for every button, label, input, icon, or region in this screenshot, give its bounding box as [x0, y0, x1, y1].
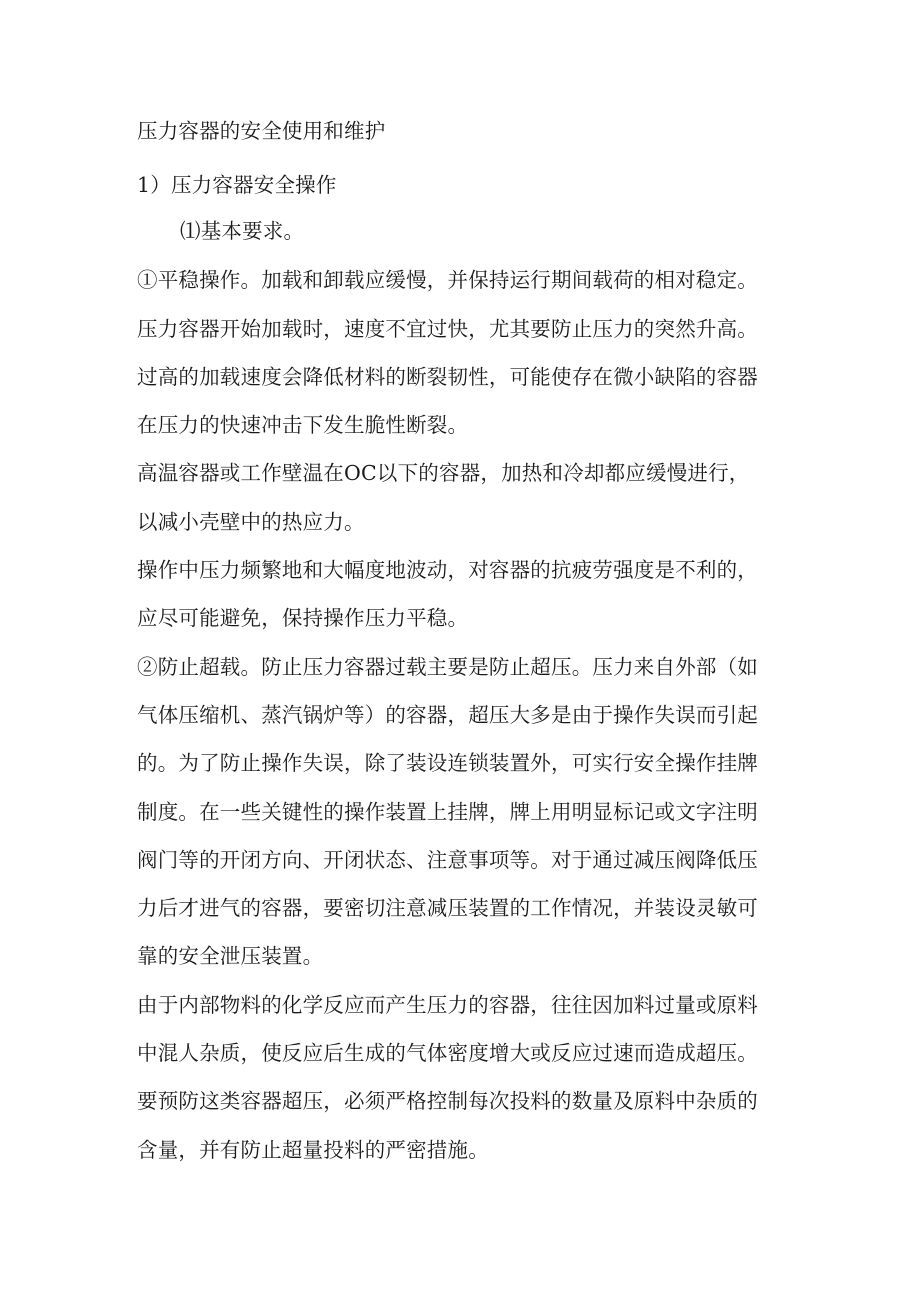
paragraph-line: 的。为了防止操作失误，除了装设连锁装置外，可实行安全操作挂牌 [137, 751, 758, 775]
paragraph-line: 阀门等的开闭方向、开闭状态、注意事项等。对于通过减压阀降低压 [137, 848, 758, 872]
paragraph-line: 含量，并有防止超量投料的严密措施。 [137, 1138, 489, 1162]
paragraph-line: 制度。在一些关键性的操作装置上挂牌，牌上用明显标记或文字注明 [137, 800, 758, 824]
paragraph-line: 应尽可能避免，保持操作压力平稳。 [137, 606, 469, 630]
subsection-heading: ⑴基本要求。 [180, 219, 305, 243]
paragraph-line: 要预防这类容器超压，必须严格控制每次投料的数量及原料中杂质的 [137, 1089, 758, 1113]
paragraph-line: 由于内部物料的化学反应而产生压力的容器，往往因加料过量或原料 [137, 993, 758, 1017]
paragraph-line: 压力容器开始加载时，速度不宜过快，尤其要防止压力的突然升高。 [137, 317, 758, 341]
paragraph-line: 气体压缩机、蒸汽锅炉等）的容器，超压大多是由于操作失误而引起 [137, 703, 758, 727]
paragraph-line: 过高的加载速度会降低材料的断裂韧性，可能使存在微小缺陷的容器 [137, 365, 758, 389]
paragraph-line: 以减小壳壁中的热应力。 [137, 510, 365, 534]
paragraph-line: 力后才进气的容器，要密切注意减压装置的工作情况，并装设灵敏可 [137, 896, 758, 920]
paragraph-line: ②防止超载。防止压力容器过载主要是防止超压。压力来自外部（如 [137, 655, 758, 679]
paragraph-line: ①平稳操作。加载和卸载应缓慢，并保持运行期间载荷的相对稳定。 [137, 268, 758, 292]
paragraph-line: 靠的安全泄压装置。 [137, 944, 324, 968]
document-title: 压力容器的安全使用和维护 [137, 119, 386, 143]
section-heading: 1）压力容器安全操作 [137, 173, 337, 197]
paragraph-line: 高温容器或工作壁温在OC以下的容器，加热和冷却都应缓慢进行， [137, 461, 750, 485]
paragraph-line: 在压力的快速冲击下发生脆性断裂。 [137, 413, 469, 437]
paragraph-line: 操作中压力频繁地和大幅度地波动，对容器的抗疲劳强度是不利的， [137, 558, 758, 582]
paragraph-line: 中混人杂质，使反应后生成的气体密度增大或反应过速而造成超压。 [137, 1041, 758, 1065]
